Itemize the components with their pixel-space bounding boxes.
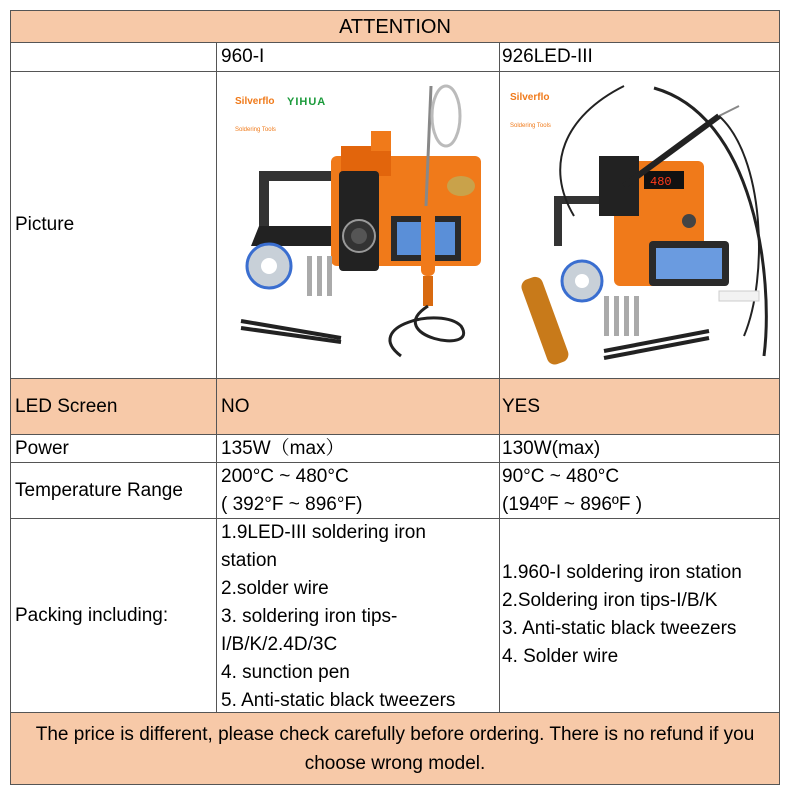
- product-photo-926: [504, 76, 777, 374]
- picture-row: [11, 72, 779, 379]
- brand-logo-left: Silverflo Soldering Tools: [235, 96, 276, 133]
- table-title: ATTENTION: [339, 16, 451, 38]
- packing-960-item: 3. soldering iron tips-: [221, 606, 398, 627]
- footer-notice: The price is different, please check carefully before ordering. There is no refund if you choose wrong model.: [35, 723, 755, 774]
- model-960-name: 960-I: [217, 43, 500, 71]
- packing-926-list: [500, 519, 781, 712]
- model-row: [11, 43, 779, 72]
- model-926-name: 926LED-III: [502, 46, 593, 67]
- packing-926-item: 3. Anti-static black tweezers: [502, 618, 737, 639]
- power-row: [11, 435, 779, 463]
- packing-960-item: 1.9LED-III soldering iron: [221, 522, 426, 543]
- temperature-926-fahrenheit: (194ºF ~ 896ºF ): [502, 494, 643, 515]
- packing-926-item: 2.Soldering iron tips-I/B/K: [502, 590, 718, 611]
- temperature-960-celsius: 200°C ~ 480°C: [221, 466, 349, 487]
- brand-logo-yihua: YIHUA: [287, 96, 327, 108]
- temperature-label: Temperature Range: [11, 463, 217, 518]
- led-screen-label: LED Screen: [11, 379, 217, 434]
- brand-logo-right: Silverflo Soldering Tools: [510, 92, 551, 129]
- temperature-960-fahrenheit: ( 392°F ~ 896°F): [221, 494, 363, 515]
- temperature-row: [11, 463, 779, 519]
- temperature-display: 480: [650, 175, 672, 189]
- picture-960-cell: [217, 72, 500, 378]
- packing-960-list: [217, 519, 500, 712]
- packing-960-item: I/B/K/2.4D/3C: [221, 634, 338, 655]
- packing-926-item: 1.960-I soldering iron station: [502, 562, 742, 583]
- picture-label: Picture: [11, 72, 217, 378]
- power-926: 130W(max): [502, 437, 601, 459]
- packing-960-item: station: [221, 550, 277, 571]
- model-label-cell: [11, 43, 217, 71]
- led-screen-row: [11, 379, 779, 435]
- packing-960-item: 4. sunction pen: [221, 662, 350, 683]
- packing-960-item: 5. Anti-static black tweezers: [221, 690, 456, 711]
- header-row: [11, 11, 779, 43]
- power-960: 135W（max）: [217, 435, 500, 462]
- packing-960-item: 2.solder wire: [221, 578, 329, 599]
- temperature-960: [217, 463, 500, 518]
- temperature-926: [500, 463, 781, 518]
- power-label: Power: [11, 435, 217, 462]
- packing-926-item: 4. Solder wire: [502, 646, 619, 667]
- temperature-926-celsius: 90°C ~ 480°C: [502, 466, 620, 487]
- product-photo-960: [221, 76, 495, 374]
- picture-926-cell: [500, 72, 781, 378]
- packing-row: [11, 519, 779, 713]
- footer-row: [11, 713, 779, 784]
- comparison-table: [10, 10, 780, 785]
- led-screen-960: NO: [217, 379, 500, 434]
- packing-label: Packing including:: [11, 519, 217, 712]
- led-screen-926: YES: [502, 395, 541, 417]
